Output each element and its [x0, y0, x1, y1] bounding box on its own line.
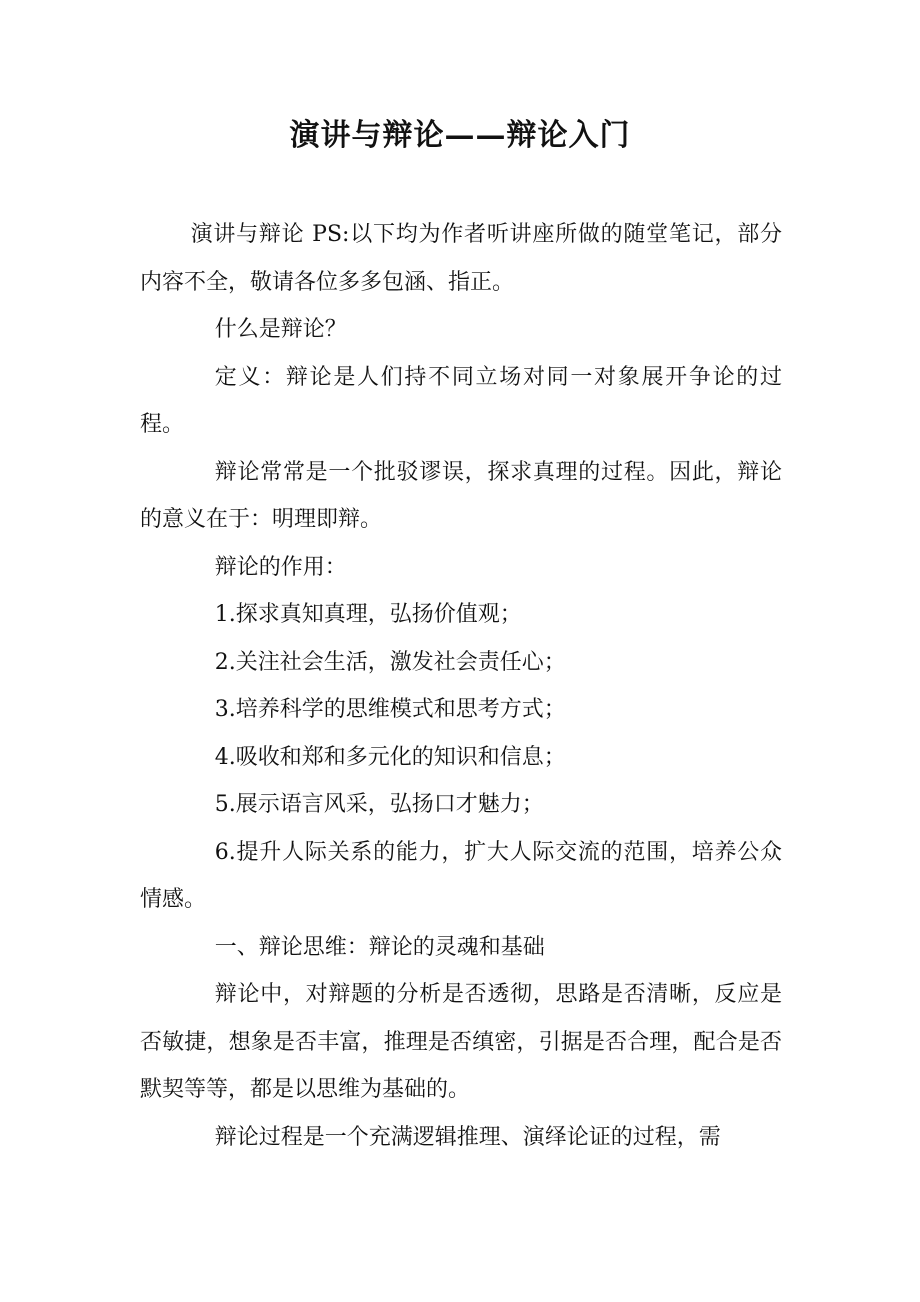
paragraph-functions-heading: 辩论的作用： — [214, 554, 347, 580]
document-body — [140, 211, 782, 1161]
document-title: 演讲与辩论——辩论入门 — [289, 118, 631, 153]
section-heading-debate-thinking: 一、辩论思维：辩论的灵魂和基础 — [214, 934, 545, 960]
paragraph-what-is-debate: 什么是辩论？ — [214, 317, 347, 342]
paragraph-debate-process: 辩论过程是一个充满逻辑推理、演绎论证的过程，需 — [214, 1124, 721, 1150]
paragraph-intro: 演讲与辩论 PS:以下均为作者听讲座所做的随堂笔记，部分内容不全，敬请各位多多包涵、指正。 — [140, 222, 782, 295]
list-item-function-5: 5.展示语言风采，弘扬口才魅力； — [214, 792, 544, 817]
paragraph-definition: 定义：辩论是人们持不同立场对同一对象展开争论的过程。 — [140, 364, 782, 437]
list-item-function-4: 4.吸收和郑和多元化的知识和信息； — [214, 744, 566, 770]
list-item-function-2: 2.关注社会生活，激发社会责任心； — [214, 649, 566, 675]
paragraph-thinking-basis: 辩论中，对辩题的分析是否透彻，思路是否清晰，反应是否敏捷，想象是否丰富，推理是否缜密，引据是否合理，配合是否默契等等，都是以思维为基础的。 — [140, 982, 782, 1102]
paragraph-meaning: 辩论常常是一个批驳谬误，探求真理的过程。因此，辩论的意义在于：明理即辩。 — [140, 459, 782, 532]
list-item-function-1: 1.探求真知真理，弘扬价值观； — [214, 602, 522, 627]
list-item-function-3: 3.培养科学的思维模式和思考方式； — [214, 697, 566, 722]
list-item-function-6: 6.提升人际关系的能力，扩大人际交流的范围，培养公众情感。 — [140, 839, 782, 912]
